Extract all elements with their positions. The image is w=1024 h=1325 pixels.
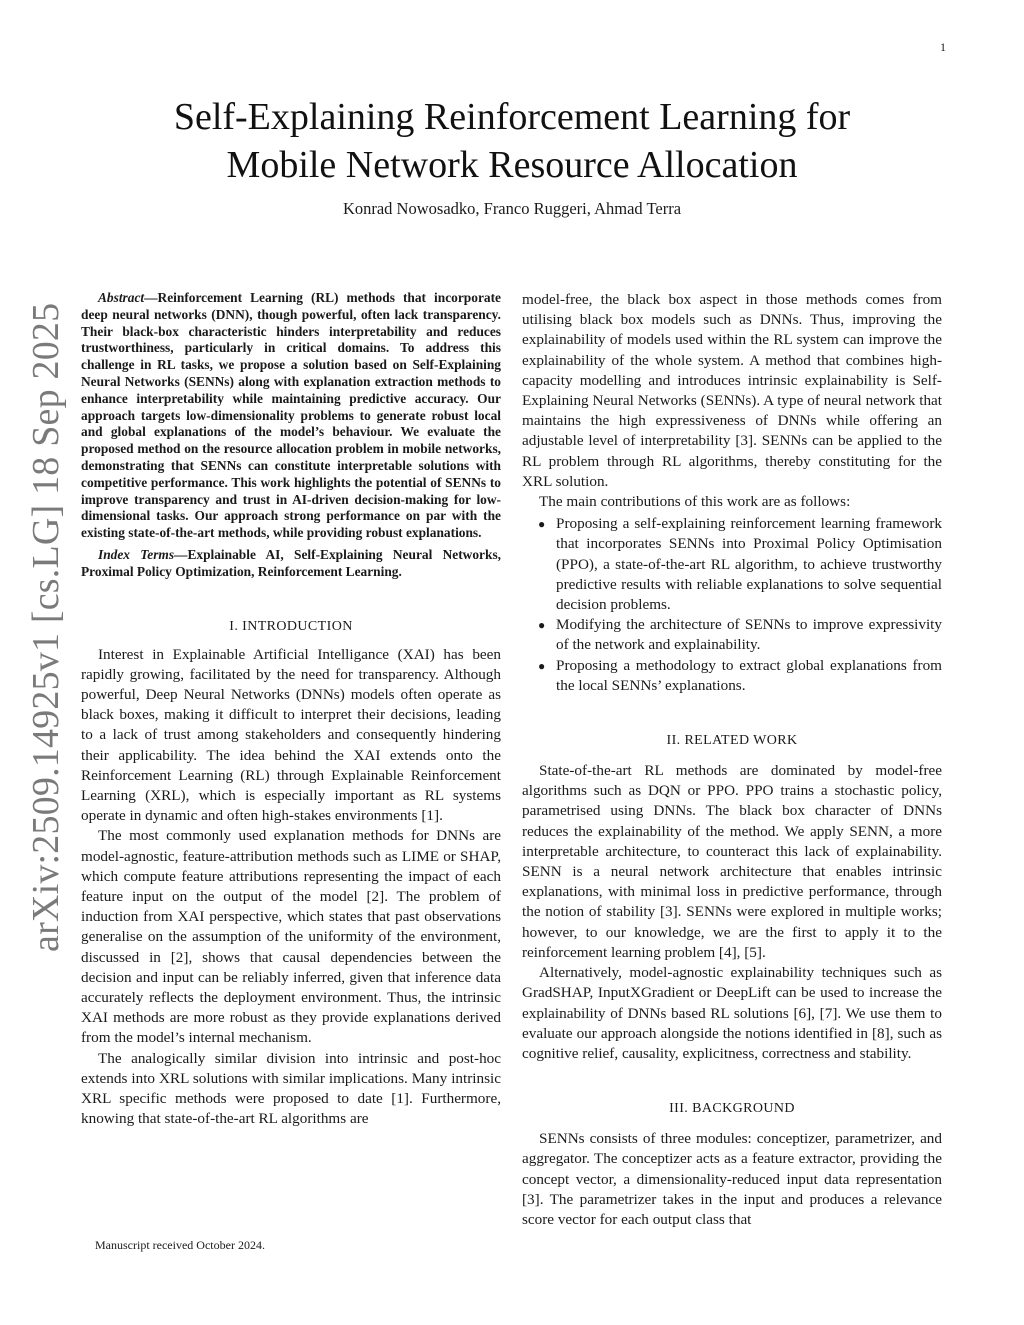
intro-paragraph-2: The most commonly used explanation methods for DNNs are model-agnostic, feature-attribution methods such as LIME or SHAP, which compute feature attributions representing the impact of each feature input on the output of the model [2]. The problem of induction from XAI perspective, which states that past observations generalise on the assumption of the uniformity of the environment, discussed in [2], shows that causal dependencies between the decision and input can be reliably inferred, given that inference data accurately reflects the deployment environment. Thus, the intrinsic XAI methods are more robust as they provide explanations derived from the model’s internal mechanism. [81,827,501,1047]
abstract [81,290,501,542]
abstract-block [81,290,501,581]
section-heading-introduction: I. INTRODUCTION [229,618,353,634]
right-column [522,290,942,1230]
intro-paragraph-3: The analogically similar division into intrinsic and post-hoc extends into XRL solutions with similar implications. Many intrinsic XRL specific methods were proposed to date [1]. Furthermore, knowing that state-of-the-art RL algorithms are [81,1049,501,1128]
bullet-icon: ● [538,658,546,673]
title-line-2: Mobile Network Resource Allocation [226,144,798,186]
abstract-label: Abstract [98,290,145,305]
abstract-text: —Reinforcement Learning (RL) methods that incorporate deep neural networks (DNN), though powerful, often lack transparency. Their black-box characteristic hinders interpretability and reduces trustworthiness, particularly in critical domains. To address this challenge in RL tasks, we propose a solution based on Self-Explaining Neural Networks (SENNs) along with explanation extraction methods to enhance interpretability while maintaining predictive accuracy. Our approach targets low-dimensionality problems to generate robust local and global explanations of the model’s behaviour. We evaluate the proposed method on the resource allocation problem in mobile networks, demonstrating that SENNs can constitute interpretable solutions with competitive performance. This work highlights the potential of SENNs to improve transparency and trust in AI-driven decision-making for low-dimensional tasks. Our approach strong performance on par with the existing state-of-the-art methods, while providing robust explanations. [81,290,501,541]
title-line-1: Self-Explaining Reinforcement Learning for [173,96,851,138]
intro-continuation: model-free, the black box aspect in those methods comes from utilising black box models such as DNNs. Thus, improving the explainability of models used within the RL system can improve the explainability of the whole system. A method that combines high-capacity modelling and introduces intrinsic explainability is Self-Explaining Neural Networks (SENNs). A type of neural network that maintains the high expressiveness of DNNs while offering an adjustable level of interpretability [3]. SENNs can be applied to the RL problem through RL algorithms, thereby constituting for the XRL solution. [522,291,942,490]
index-terms [81,547,501,581]
section-heading-related-work: II. RELATED WORK [666,733,798,749]
background-paragraph-1: SENNs consists of three modules: conceptizer, parametrizer, and aggregator. The conceptizer acts as a feature extractor, providing the concept vector, a dimensionality-reduced input data representation [3]. The parametrizer takes in the input and produces a relevance score vector for each output class that [522,1130,942,1228]
contributions-intro: The main contributions of this work are as follows: [539,493,851,511]
list-item [522,656,942,696]
intro-paragraph-1: Interest in Explainable Artificial Intelligance (XAI) has been rapidly growing, facilitated by the need for transparency. Although powerful, Deep Neural Networks (DNNs) models often operate as black boxes, making it difficult to interpret their decisions, leading to a lack of trust among stakeholders and consequently hindering their applicability. The idea behind the XAI extends onto the Reinforcement Learning (RL) through Explainable Reinforcement Learning (XRL), which is especially important as RL systems operate in dynamic and often high-stakes environments [1]. [81,645,501,825]
contributions-list [522,514,942,696]
contribution-2: Modifying the architecture of SENNs to improve expressivity of the network and explainability. [556,616,942,654]
list-item [522,514,942,615]
related-paragraph-1: State-of-the-art RL methods are dominated by model-free algorithms such as DQN or PPO. PPO trains a stochastic policy, parametrised using DNNs. The black box character of DNNs reduces the explainability of the method. We apply SENN, a more interpretable architecture, to counteract this lack of explainability. SENN is a neural network architecture that enables intrinsic explanations, with minimal loss in predictive performance, through the notion of stability [3]. SENNs were explored in multiple works; however, to our knowledge, we are the first to apply it to the reinforcement learning problem [4], [5]. [522,762,942,961]
author-list: Konrad Nowosadko, Franco Ruggeri, Ahmad Terra [342,199,682,218]
bullet-icon: ● [538,618,546,633]
index-terms-text: —Explainable AI, Self-Explaining Neural Networks, Proximal Policy Optimization, Reinforcement Learning. [81,546,502,579]
bullet-icon: ● [538,517,546,532]
section-heading-background: III. BACKGROUND [669,1101,795,1117]
list-item [522,615,942,655]
left-column [81,290,501,1129]
footnote: Manuscript received October 2024. [95,1238,265,1252]
arxiv-identifier: arXiv:2509.14925v1 [cs.LG] 18 Sep 2025 [25,302,67,952]
related-paragraph-2: Alternatively, model-agnostic explainability techniques such as GradSHAP, InputXGradient or DeepLift can be used to increase the explainability of DNNs based RL solutions [6], [7]. We use them to evaluate our approach alongside the notions identified in [8], such as cognitive relief, causality, explicitness, correctness and stability. [522,964,942,1062]
paper-title [100,93,924,189]
page-number: 1 [940,40,946,54]
contribution-3: Proposing a methodology to extract global explanations from the local SENNs’ explanations. [556,656,942,694]
contribution-1: Proposing a self-explaining reinforcement learning framework that incorporates SENNs into Proximal Policy Optimisation (PPO), a state-of-the-art RL algorithm, to achieve trustworthy predictive results with reliable explanations to solve sequential decision problems. [556,515,942,614]
index-terms-label: Index Terms [98,546,175,562]
